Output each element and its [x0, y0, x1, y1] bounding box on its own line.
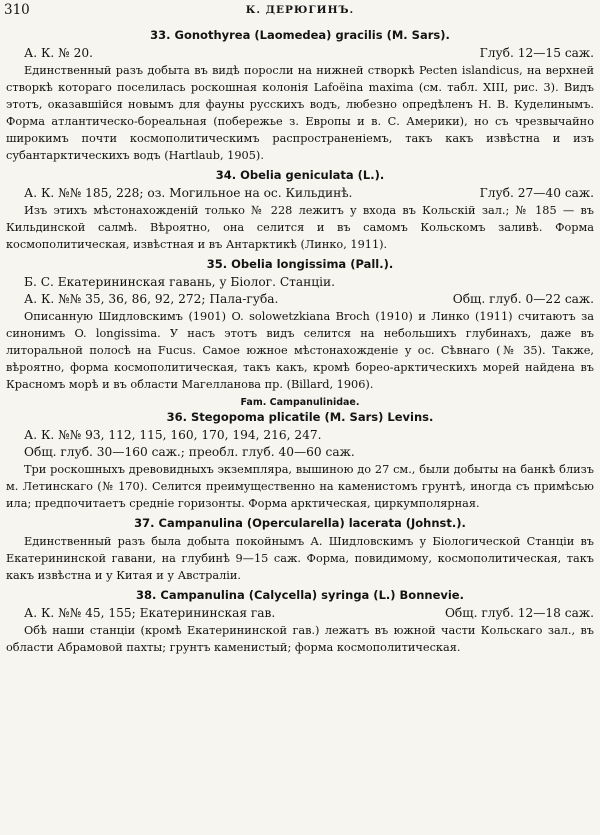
species-heading: 33. Gonothyrea (Laomedea) gracilis (M. Sars).	[150, 28, 450, 42]
species-section	[6, 588, 594, 656]
species-description: Обѣ наши станціи (кромѣ Екатерининской гав.) лежатъ въ южной части Кольскаго зал., въ области Абрамовой пахты; грунтъ каменистый; форма космополитическая.	[6, 624, 594, 654]
depth-range: Глуб. 12—15 саж.	[479, 46, 594, 60]
species-heading: 36. Stegopoma plicatile (M. Sars) Levins.	[166, 410, 434, 424]
family-heading: Fam. Campanulinidae.	[240, 397, 360, 408]
locality-line	[6, 444, 594, 461]
locality-stations: А. К. №№ 185, 228; оз. Могильное на ос. Кильдинѣ.	[24, 186, 353, 200]
locality-stations: Б. С. Екатерининская гавань, у Біолог. Станціи.	[24, 275, 336, 289]
species-description: Описанную Шидловскимъ (1901) O. solowetzkiana Broch (1910) и Линко (1911) считаютъ за синонимъ O. longissima. У насъ этотъ видъ селится на небольшихъ глубинахъ, даже въ литоральной полосѣ на Fucus. Самое южное мѣстонахожденіе у ос. Сѣвнаго (№ 35). Также, вѣроятно, форма космополитическая, такъ какъ, кромѣ борео-арктическихъ морей найдена въ Красномъ морѣ и въ области Магелланова пр. (Billard, 1906).	[6, 310, 594, 391]
species-description: Единственный разъ была добыта покойнымъ А. Шидловскимъ у Біологической Станціи въ Екатерининской гавани, на глубинѣ 9—15 саж. Форма, повидимому, космополитическая, такъ какъ извѣстна и у Китая и у Австраліи.	[6, 535, 594, 582]
species-section	[6, 28, 594, 164]
page-number: 310	[4, 2, 30, 18]
page-content	[6, 26, 594, 660]
species-heading: 37. Campanulina (Opercularella) lacerata (Johnst.).	[134, 516, 466, 530]
locality-stations: А. К. №№ 35, 36, 86, 92, 272; Пала-губа.	[24, 292, 279, 306]
species-section	[6, 257, 594, 393]
depth-range: Общ. глуб. 12—18 саж.	[444, 606, 594, 620]
locality-line	[6, 45, 594, 62]
locality-line	[6, 185, 594, 202]
species-section	[6, 168, 594, 253]
locality-stations: А. К. №№ 45, 155; Екатерининская гав.	[24, 606, 276, 620]
species-description: Единственный разъ добыта въ видѣ поросли на нижней створкѣ Pecten islandicus, на верхней створкѣ котораго поселилась роскошная колонія Lafoëina maxima (см. табл. XIII, рис. 3). Видъ этотъ, оказавшійся новымъ для фауны русскихъ водъ, любезно опредѣленъ Н. В. Куделинымъ. Форма атлантическо-бореальная (побережье з. Европы и в. С. Америки), но съ чрезвычайно широкимъ почти космополитическимъ распространеніемъ, такъ какъ извѣстна и изъ субантарктическихъ водъ (Hartlaub, 1905).	[6, 64, 594, 162]
species-heading: 35. Obelia longissima (Pall.).	[206, 257, 394, 271]
depth-range: Глуб. 27—40 саж.	[479, 186, 594, 200]
locality-line	[6, 274, 594, 291]
locality-line	[6, 427, 594, 444]
depth-range: Общ. глуб. 0—22 саж.	[452, 292, 594, 306]
species-heading: 34. Obelia geniculata (L.).	[215, 168, 385, 182]
running-title: К. ДЕРЮГИНЪ.	[245, 4, 355, 16]
page-header	[4, 2, 596, 22]
species-section	[6, 516, 594, 584]
species-description: Изъ этихъ мѣстонахожденій только № 228 лежитъ у входа въ Кольскій зал.; № 185 — въ Кильдинской салмѣ. Вѣроятно, она селится и въ самомъ Кольскомъ заливѣ. Форма космополитическая, извѣстная и въ Антарктикѣ (Линко, 1911).	[6, 204, 594, 251]
locality-stations: А. К. № 20.	[24, 46, 93, 60]
species-heading: 38. Campanulina (Calycella) syringa (L.) Bonnevie.	[136, 588, 464, 602]
species-description: Три роскошныхъ древовидныхъ экземпляра, вышиною до 27 см., были добыты на банкѣ близъ м. Летинскаго (№ 170). Селится преимущественно на каменистомъ грунтѣ, иногда съ примѣсью ила; предпочитаетъ средніе горизонты. Форма арктическая, циркумполярная.	[6, 463, 594, 510]
locality-line	[6, 291, 594, 308]
locality-line	[6, 605, 594, 622]
locality-stations: Общ. глуб. 30—160 саж.; преобл. глуб. 40—60 саж.	[24, 445, 355, 459]
locality-stations: А. К. №№ 93, 112, 115, 160, 170, 194, 216, 247.	[24, 428, 322, 442]
species-section	[6, 397, 594, 512]
